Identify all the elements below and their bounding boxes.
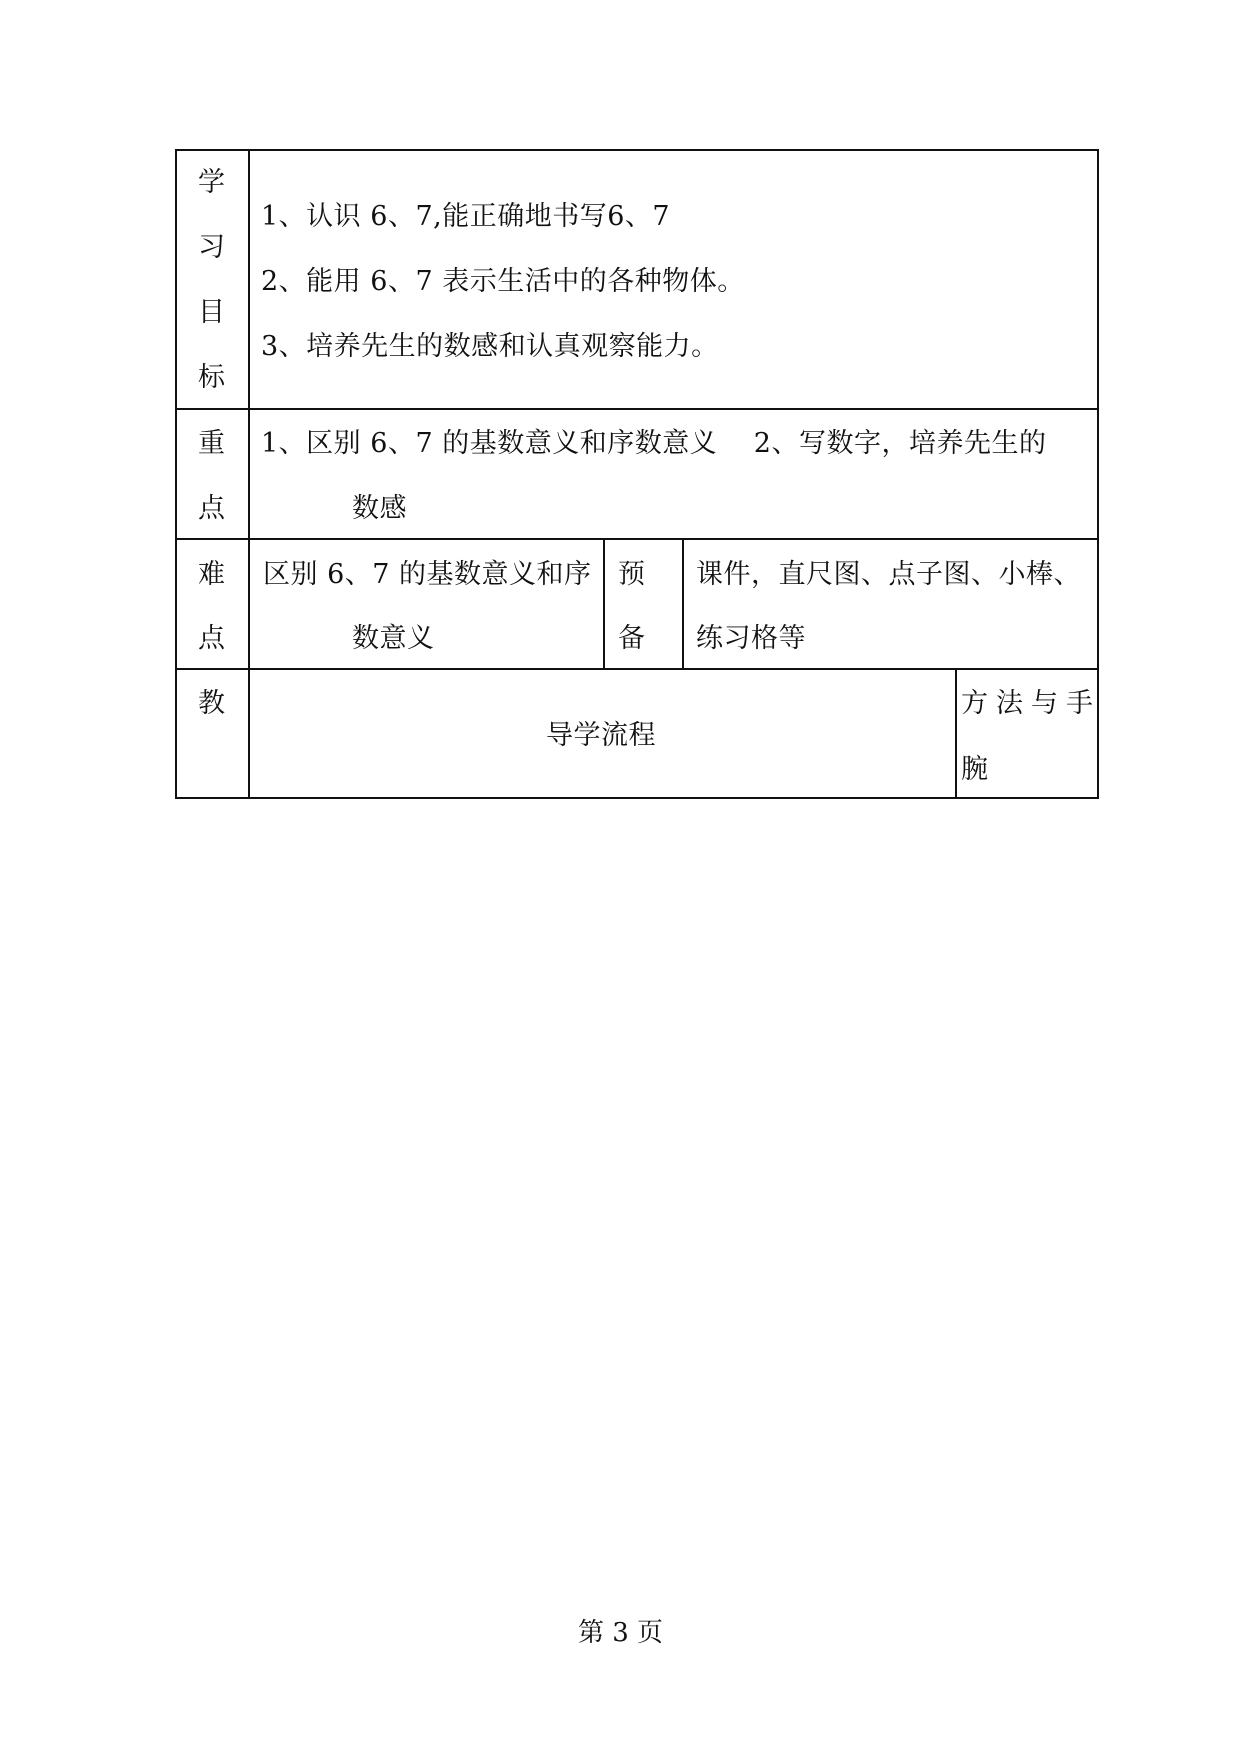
difficulty-line-2: 数意义: [352, 623, 435, 654]
key-points-line-2: 数感: [352, 493, 407, 524]
method-line-1: 方法与手: [961, 688, 1101, 719]
goals-label-char: 习: [198, 232, 226, 263]
preparation-line-2: 练习格等: [696, 623, 806, 654]
table-border-left: [175, 149, 177, 799]
prep-label-rule-right: [682, 538, 684, 669]
goals-label-char: 目: [198, 297, 226, 328]
goals-label-char: 学: [198, 167, 226, 198]
prep-label-rule-left: [603, 538, 605, 669]
difficulty-label-char: 难: [198, 559, 226, 590]
table-rule-3: [175, 668, 1099, 670]
table-border-top: [175, 149, 1099, 151]
flow-title: 导学流程: [546, 720, 656, 751]
teaching-label: 教: [198, 688, 226, 719]
difficulty-label-char: 点: [198, 623, 226, 654]
page-number: 第 3 页: [577, 1618, 664, 1648]
method-line-2: 腕: [961, 754, 989, 785]
preparation-line-1: 课件，直尺图、点子图、小棒、: [696, 559, 1081, 590]
table-rule-1: [175, 408, 1099, 410]
preparation-label-char: 备: [618, 623, 646, 654]
key-points-label-char: 点: [198, 493, 226, 524]
table-border-bottom: [175, 797, 1099, 799]
method-column-rule: [955, 668, 957, 799]
goal-item: 2、能用 6、7 表示生活中的各种物体。: [261, 266, 745, 297]
key-points-label-char: 重: [198, 428, 226, 459]
preparation-label-char: 预: [618, 559, 646, 590]
label-column-rule: [248, 149, 250, 799]
goal-item: 1、认识 6、7,能正确地书写6、7: [261, 201, 671, 232]
goal-item: 3、培养先生的数感和认真观察能力。: [261, 331, 719, 362]
difficulty-line-1: 区别 6、7 的基数意义和序: [263, 559, 592, 590]
table-rule-2: [175, 538, 1099, 540]
key-points-line-1: 1、区别 6、7 的基数意义和序数意义 2、写数字，培养先生的: [261, 428, 1047, 459]
goals-label-char: 标: [198, 362, 226, 393]
